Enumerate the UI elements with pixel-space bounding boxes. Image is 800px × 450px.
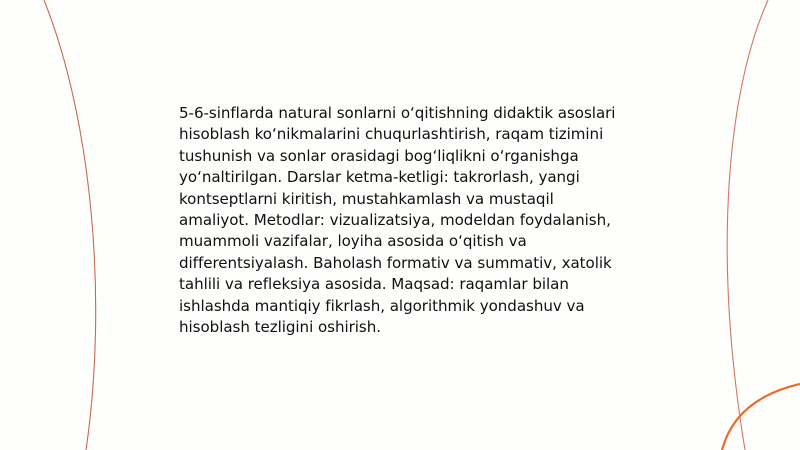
right-curve bbox=[727, 0, 768, 450]
left-curve bbox=[44, 0, 96, 450]
accent-curve bbox=[722, 384, 800, 450]
body-paragraph: 5-6-sinflarda natural sonlarni o‘qitishning didaktik asoslari hisoblash ko‘nikmalarini chuqurlashtirish, raqam tizimini tushunish va sonlar orasidagi bog‘liqlikni o‘rganishga yo‘naltirilgan. Darslar ketma-ketligi: takrorlash, yangi kontseptlarni kiritish, mustahkamlash va mustaqil amaliyot. Metodlar: vizualizatsiya, modeldan foydalanish, muammoli vazifalar, loyiha asosida o‘qitish va differentsiyalash. Baholash formativ va summativ, xatolik tahlili va refleksiya asosida. Maqsad: raqamlar bilan ishlashda mantiqiy fikrlash, algorithmik yondashuv va hisoblash tezligini oshirish. bbox=[179, 104, 616, 337]
